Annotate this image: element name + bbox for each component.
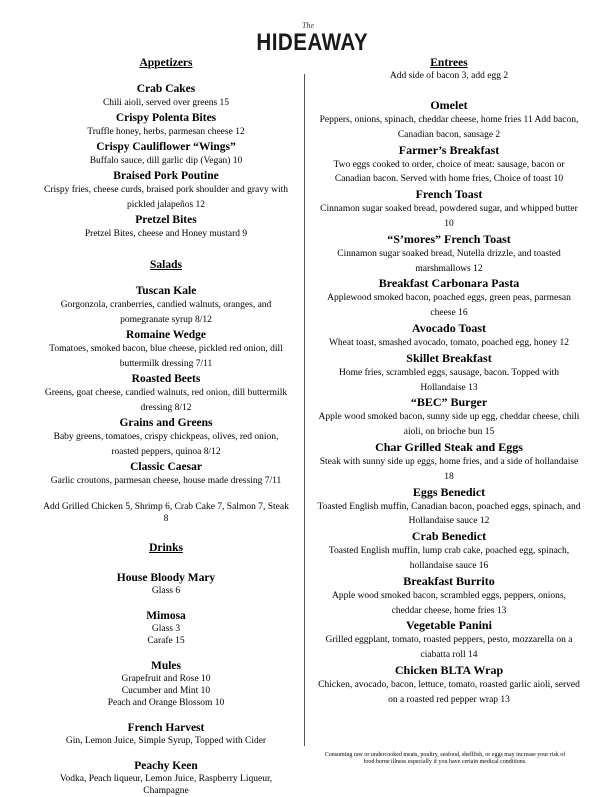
item-description: Home fries, scrambled eggs, sausage, bacon. Topped with Hollandaise 13 <box>339 367 559 393</box>
item-description: Crispy fries, cheese curds, braised pork shoulder and gravy with pickled jalapeños 12 <box>43 185 289 210</box>
menu-item <box>316 618 582 663</box>
right-column <box>316 56 582 708</box>
item-name: Eggs Benedict <box>412 484 486 499</box>
left-column <box>40 56 292 797</box>
drink-item <box>40 571 292 597</box>
drink-detail: Glass 3 <box>151 624 181 634</box>
drink-detail: Vodka, Peach liqueur, Lemon Juice, Raspberry Liqueur, Champagne <box>59 774 273 796</box>
salad-addons: Add Grilled Chicken 5, Shrimp 6, Crab Cake 7, Salmon 7, Steak 8 <box>43 502 289 524</box>
item-name: Romaine Wedge <box>126 329 206 341</box>
item-name: “S’mores” French Toast <box>387 231 511 246</box>
logo-small-text: The <box>302 21 314 30</box>
entrees-note: Add side of bacon 3, add egg 2 <box>389 71 509 81</box>
item-description: Steak with sunny side up eggs, home fries, and a side of hollandaise 18 <box>319 456 579 482</box>
item-description: Apple wood smoked bacon, scrambled eggs, peppers, onions, cheddar cheese, home fries 13 <box>331 590 567 616</box>
drink-item <box>40 659 292 709</box>
menu-item <box>316 663 582 708</box>
menu-item <box>316 232 582 277</box>
item-description: Apple wood smoked bacon, sunny side up egg, cheddar cheese, chili aioli, on brioche bun 15 <box>318 412 580 438</box>
item-description: Tomatoes, smoked bacon, blue cheese, pickled red onion, dill buttermilk dressing 7/11 <box>49 344 283 369</box>
menu-item <box>40 140 292 169</box>
menu-item <box>40 169 292 213</box>
item-description: Toasted English muffin, lump crab cake, poached egg, spinach, hollandaise sauce 16 <box>328 546 570 571</box>
drink-item <box>40 721 292 747</box>
item-name: Breakfast Carbonara Pasta <box>378 276 520 291</box>
menu-item <box>316 574 582 619</box>
item-name: French Toast <box>415 187 483 202</box>
menu-item <box>40 284 292 328</box>
menu-item <box>316 351 582 396</box>
salads-heading: Salads <box>150 259 182 271</box>
drink-detail: Grapefruit and Rose 10 <box>121 674 211 684</box>
drink-name: French Harvest <box>127 722 205 734</box>
drink-detail: Cucumber and Mint 10 <box>121 686 211 696</box>
restaurant-logo <box>248 22 368 56</box>
item-name: Char Grilled Steak and Eggs <box>375 439 523 454</box>
item-description: Greens, goat cheese, candied walnuts, red onion, dill buttermilk dressing 8/12 <box>44 388 288 413</box>
item-description: Toasted English muffin, Canadian bacon, poached eggs, spinach, and Hollandaise sauce 12 <box>317 501 581 527</box>
menu-item <box>316 529 582 574</box>
item-name: Pretzel Bites <box>135 214 197 226</box>
item-name: Crab Benedict <box>411 529 487 544</box>
item-description: Buffalo sauce, dill garlic dip (Vegan) 10 <box>89 156 243 166</box>
menu-item <box>316 485 582 530</box>
menu-item <box>40 460 292 489</box>
menu-item <box>316 440 582 485</box>
item-description: Applewood smoked bacon, poached eggs, green peas, parmesan cheese 16 <box>327 293 571 319</box>
appetizers-heading: Appetizers <box>139 57 193 69</box>
menu-item <box>316 321 582 351</box>
drink-detail: Gin, Lemon Juice, Simple Syrup, Topped with Cider <box>65 736 267 746</box>
item-name: Breakfast Burrito <box>403 573 495 588</box>
menu-item <box>316 98 582 143</box>
item-name: Crispy Polenta Bites <box>115 112 217 124</box>
item-name: Chicken BLTA Wrap <box>394 662 504 677</box>
item-name: Vegetable Panini <box>406 618 492 633</box>
menu-item <box>40 372 292 416</box>
item-description: Truffle honey, herbs, parmesan cheese 12 <box>87 127 245 137</box>
item-description: Chicken, avocado, bacon, lettuce, tomato, roasted garlic aioli, served on a roasted red pepper wrap 13 <box>318 679 580 705</box>
item-name: Grains and Greens <box>119 417 213 429</box>
column-divider <box>304 74 305 746</box>
drink-name: Peachy Keen <box>134 760 198 772</box>
drink-detail: Glass 6 <box>151 586 181 596</box>
item-name: Avocado Toast <box>411 320 487 335</box>
item-description: Wheat toast, smashed avocado, tomato, poached egg, honey 12 <box>328 337 570 348</box>
drink-detail: Peach and Orange Blossom 10 <box>107 698 225 708</box>
item-name: Skillet Breakfast <box>406 350 492 365</box>
drink-detail: Carafe 15 <box>147 636 185 646</box>
food-safety-disclaimer: Consuming raw or undercooked meats, poultry, seafood, shellfish, or eggs may increase your risk of food borne illness especially if you have certain medical conditions. <box>324 752 566 765</box>
item-description: Grilled eggplant, tomato, roasted peppers, pesto, mozzarella on a ciabatta roll 14 <box>325 635 573 661</box>
item-name: Farmer’s Breakfast <box>398 142 500 157</box>
entrees-heading: Entrees <box>430 57 468 69</box>
drink-name: Mimosa <box>146 610 186 622</box>
menu-item <box>40 82 292 111</box>
item-description: Cinnamon sugar soaked bread, Nutella drizzle, and toasted marshmallows 12 <box>337 248 561 274</box>
menu-item <box>316 395 582 440</box>
drink-item <box>40 759 292 797</box>
item-name: Tuscan Kale <box>135 285 197 297</box>
menu-item <box>316 187 582 232</box>
item-description: Baby greens, tomatoes, crispy chickpeas, olives, red onion, roasted peppers, quinoa 8/12 <box>53 432 279 457</box>
item-description: Pretzel Bites, cheese and Honey mustard 9 <box>84 229 248 239</box>
drink-item <box>40 609 292 647</box>
drink-name: Mules <box>150 660 182 672</box>
item-name: “BEC” Burger <box>410 395 488 410</box>
item-name: Roasted Beets <box>131 373 201 385</box>
logo-main-text: HIDEAWAY <box>256 29 369 56</box>
item-description: Cinnamon sugar soaked bread, powdered sugar, and whipped butter 10 <box>320 204 578 229</box>
item-name: Omelet <box>430 98 468 112</box>
menu-item <box>316 143 582 188</box>
menu-item <box>316 276 582 321</box>
menu-item <box>40 416 292 460</box>
item-description: Gorgonzola, cranberries, candied walnuts, oranges, and pomegranate syrup 8/12 <box>60 300 272 325</box>
drink-name: House Bloody Mary <box>116 572 216 584</box>
menu-item <box>40 328 292 372</box>
item-description: Garlic croutons, parmesan cheese, house made dressing 7/11 <box>50 476 282 486</box>
item-name: Braised Pork Poutine <box>113 170 219 182</box>
item-description: Chili aioli, served over greens 15 <box>102 98 230 108</box>
item-description: Peppers, onions, spinach, cheddar cheese, home fries 11 Add bacon, Canadian bacon, sausage 2 <box>319 115 579 140</box>
menu-item <box>40 111 292 140</box>
menu-item <box>40 213 292 242</box>
item-name: Crab Cakes <box>136 83 196 95</box>
item-name: Classic Caesar <box>130 461 202 473</box>
drinks-heading: Drinks <box>149 542 183 554</box>
item-description: Two eggs cooked to order, choice of meat: sausage, bacon or Canadian bacon. Served with home fries, Choice of toast 10 <box>333 159 565 185</box>
item-name: Crispy Cauliflower “Wings” <box>96 141 236 153</box>
